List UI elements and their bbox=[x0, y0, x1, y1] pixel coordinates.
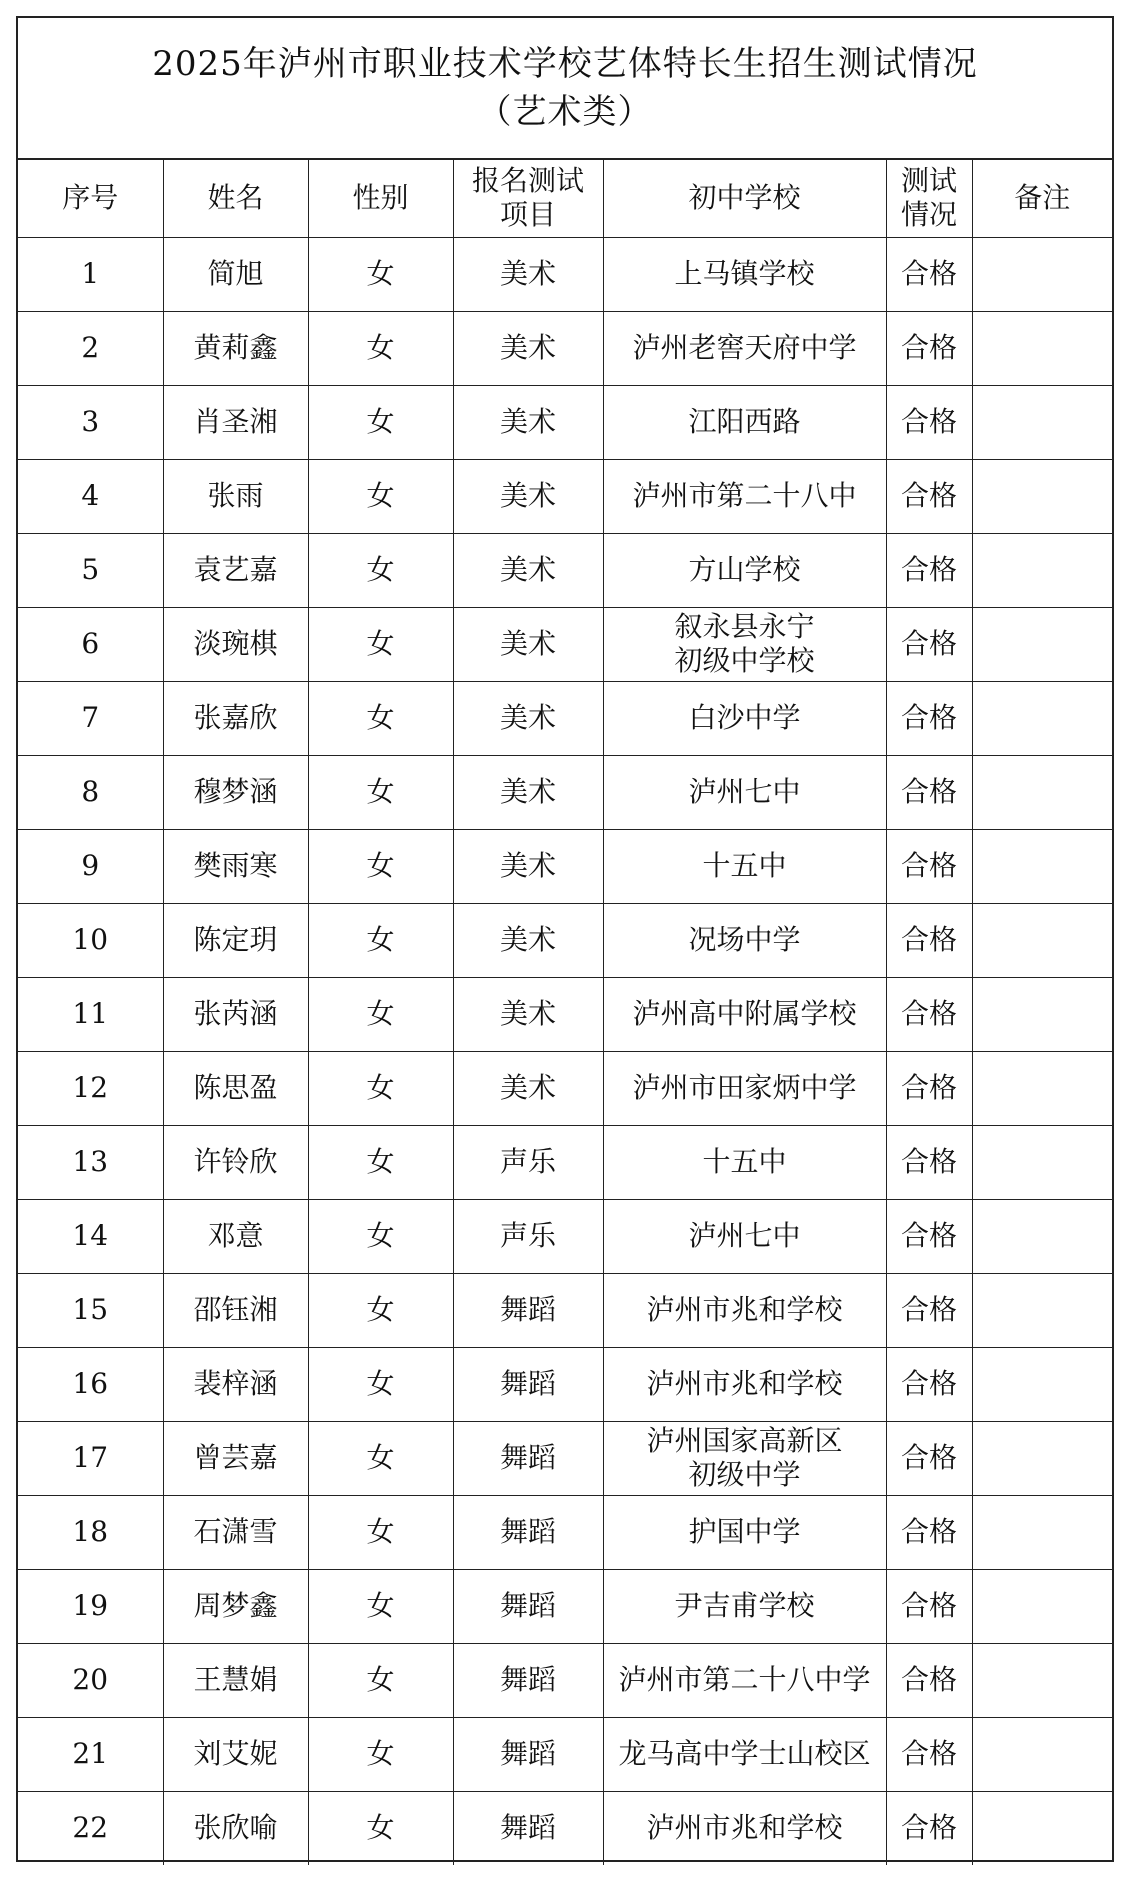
cell-result: 合格 bbox=[886, 1273, 972, 1347]
cell-seq: 8 bbox=[18, 755, 163, 829]
cell-school bbox=[603, 1643, 886, 1717]
cell-item: 美术 bbox=[453, 237, 603, 311]
cell-name: 淡琬棋 bbox=[163, 607, 308, 681]
cell-seq: 12 bbox=[18, 1051, 163, 1125]
document-subtitle: （艺术类） bbox=[477, 92, 653, 132]
cell-school bbox=[603, 681, 886, 755]
cell-result: 合格 bbox=[886, 1199, 972, 1273]
cell-gender: 女 bbox=[308, 829, 453, 903]
table-row bbox=[18, 385, 1112, 459]
cell-note bbox=[972, 1643, 1112, 1717]
table-row bbox=[18, 311, 1112, 385]
school-line: 泸州市第二十八中学 bbox=[618, 1663, 871, 1696]
cell-seq: 17 bbox=[18, 1421, 163, 1495]
cell-gender: 女 bbox=[308, 1791, 453, 1865]
cell-gender: 女 bbox=[308, 903, 453, 977]
table-row bbox=[18, 237, 1112, 311]
cell-school bbox=[603, 755, 886, 829]
school-line: 叙永县永宁 bbox=[674, 610, 815, 643]
cell-seq: 18 bbox=[18, 1495, 163, 1569]
cell-school bbox=[603, 1717, 886, 1791]
cell-result: 合格 bbox=[886, 385, 972, 459]
cell-note bbox=[972, 607, 1112, 681]
school-line: 初级中学 bbox=[688, 1458, 801, 1491]
cell-result: 合格 bbox=[886, 1791, 972, 1865]
cell-school bbox=[603, 1569, 886, 1643]
cell-school bbox=[603, 237, 886, 311]
cell-item: 美术 bbox=[453, 829, 603, 903]
cell-seq: 22 bbox=[18, 1791, 163, 1865]
cell-note bbox=[972, 1717, 1112, 1791]
table-row bbox=[18, 1791, 1112, 1865]
cell-name: 陈思盈 bbox=[163, 1051, 308, 1125]
cell-gender: 女 bbox=[308, 1273, 453, 1347]
cell-item: 美术 bbox=[453, 533, 603, 607]
cell-name: 张芮涵 bbox=[163, 977, 308, 1051]
cell-gender: 女 bbox=[308, 1495, 453, 1569]
cell-seq: 10 bbox=[18, 903, 163, 977]
school-line: 白沙中学 bbox=[688, 701, 801, 734]
cell-gender: 女 bbox=[308, 1199, 453, 1273]
cell-name: 裴梓涵 bbox=[163, 1347, 308, 1421]
cell-note bbox=[972, 237, 1112, 311]
cell-seq: 13 bbox=[18, 1125, 163, 1199]
header-school: 初中学校 bbox=[603, 160, 886, 237]
table-row bbox=[18, 1273, 1112, 1347]
school-line: 泸州市田家炳中学 bbox=[632, 1071, 857, 1104]
cell-name: 肖圣湘 bbox=[163, 385, 308, 459]
cell-school bbox=[603, 1199, 886, 1273]
table-row bbox=[18, 903, 1112, 977]
cell-result: 合格 bbox=[886, 1421, 972, 1495]
cell-school bbox=[603, 385, 886, 459]
cell-item: 美术 bbox=[453, 681, 603, 755]
school-line: 泸州老窖天府中学 bbox=[632, 331, 857, 364]
cell-note bbox=[972, 755, 1112, 829]
cell-note bbox=[972, 1569, 1112, 1643]
cell-school bbox=[603, 459, 886, 533]
cell-note bbox=[972, 1495, 1112, 1569]
cell-gender: 女 bbox=[308, 385, 453, 459]
cell-name: 简旭 bbox=[163, 237, 308, 311]
cell-name: 张雨 bbox=[163, 459, 308, 533]
cell-seq: 15 bbox=[18, 1273, 163, 1347]
cell-result: 合格 bbox=[886, 1569, 972, 1643]
cell-item: 舞蹈 bbox=[453, 1717, 603, 1791]
header-item-line2: 项目 bbox=[499, 198, 556, 232]
cell-gender: 女 bbox=[308, 1717, 453, 1791]
cell-item: 舞蹈 bbox=[453, 1791, 603, 1865]
cell-item: 舞蹈 bbox=[453, 1643, 603, 1717]
header-result-line1: 测试 bbox=[900, 164, 957, 198]
cell-note bbox=[972, 977, 1112, 1051]
school-line: 上马镇学校 bbox=[674, 257, 815, 290]
header-gender: 性别 bbox=[308, 160, 453, 237]
school-line: 泸州市兆和学校 bbox=[646, 1367, 843, 1400]
cell-name: 黄莉鑫 bbox=[163, 311, 308, 385]
cell-seq: 20 bbox=[18, 1643, 163, 1717]
cell-gender: 女 bbox=[308, 607, 453, 681]
cell-gender: 女 bbox=[308, 1125, 453, 1199]
table-row bbox=[18, 1717, 1112, 1791]
cell-note bbox=[972, 533, 1112, 607]
document-title: 2025年泸州市职业技术学校艺体特长生招生测试情况 bbox=[152, 44, 978, 84]
cell-seq: 16 bbox=[18, 1347, 163, 1421]
cell-seq: 11 bbox=[18, 977, 163, 1051]
cell-gender: 女 bbox=[308, 755, 453, 829]
cell-result: 合格 bbox=[886, 755, 972, 829]
cell-result: 合格 bbox=[886, 1717, 972, 1791]
cell-name: 张嘉欣 bbox=[163, 681, 308, 755]
cell-gender: 女 bbox=[308, 459, 453, 533]
title-block bbox=[18, 18, 1112, 160]
cell-school bbox=[603, 977, 886, 1051]
cell-school bbox=[603, 829, 886, 903]
school-line: 况场中学 bbox=[688, 923, 801, 956]
cell-note bbox=[972, 903, 1112, 977]
header-result-line2: 情况 bbox=[900, 198, 957, 232]
cell-item: 美术 bbox=[453, 977, 603, 1051]
table-body bbox=[18, 160, 1112, 1865]
cell-school bbox=[603, 311, 886, 385]
cell-note bbox=[972, 459, 1112, 533]
cell-item: 美术 bbox=[453, 755, 603, 829]
cell-seq: 14 bbox=[18, 1199, 163, 1273]
cell-item: 美术 bbox=[453, 1051, 603, 1125]
table-row bbox=[18, 607, 1112, 681]
cell-result: 合格 bbox=[886, 1495, 972, 1569]
cell-gender: 女 bbox=[308, 311, 453, 385]
cell-name: 穆梦涵 bbox=[163, 755, 308, 829]
cell-gender: 女 bbox=[308, 533, 453, 607]
cell-name: 袁艺嘉 bbox=[163, 533, 308, 607]
school-line: 龙马高中学士山校区 bbox=[618, 1737, 871, 1770]
cell-school bbox=[603, 607, 886, 681]
table-row bbox=[18, 1199, 1112, 1273]
cell-note bbox=[972, 385, 1112, 459]
school-line: 十五中 bbox=[702, 1145, 787, 1178]
cell-name: 曾芸嘉 bbox=[163, 1421, 308, 1495]
cell-school bbox=[603, 1051, 886, 1125]
cell-note bbox=[972, 1051, 1112, 1125]
cell-result: 合格 bbox=[886, 977, 972, 1051]
cell-result: 合格 bbox=[886, 829, 972, 903]
school-line: 尹吉甫学校 bbox=[674, 1589, 815, 1622]
cell-name: 许铃欣 bbox=[163, 1125, 308, 1199]
cell-gender: 女 bbox=[308, 681, 453, 755]
cell-school bbox=[603, 1125, 886, 1199]
cell-seq: 21 bbox=[18, 1717, 163, 1791]
table-row bbox=[18, 1495, 1112, 1569]
table-row bbox=[18, 1347, 1112, 1421]
cell-result: 合格 bbox=[886, 903, 972, 977]
cell-name: 周梦鑫 bbox=[163, 1569, 308, 1643]
cell-seq: 5 bbox=[18, 533, 163, 607]
cell-gender: 女 bbox=[308, 237, 453, 311]
table-row bbox=[18, 1569, 1112, 1643]
cell-result: 合格 bbox=[886, 311, 972, 385]
cell-item: 美术 bbox=[453, 385, 603, 459]
cell-gender: 女 bbox=[308, 1051, 453, 1125]
cell-item: 舞蹈 bbox=[453, 1421, 603, 1495]
school-line: 泸州七中 bbox=[688, 1219, 801, 1252]
cell-note bbox=[972, 1199, 1112, 1273]
table-row bbox=[18, 1125, 1112, 1199]
cell-school bbox=[603, 533, 886, 607]
cell-item: 舞蹈 bbox=[453, 1347, 603, 1421]
table-row bbox=[18, 1643, 1112, 1717]
cell-item: 美术 bbox=[453, 903, 603, 977]
table-row bbox=[18, 755, 1112, 829]
cell-name: 陈定玥 bbox=[163, 903, 308, 977]
cell-item: 声乐 bbox=[453, 1125, 603, 1199]
cell-result: 合格 bbox=[886, 1643, 972, 1717]
school-line: 泸州高中附属学校 bbox=[632, 997, 857, 1030]
school-line: 泸州市兆和学校 bbox=[646, 1293, 843, 1326]
cell-gender: 女 bbox=[308, 1643, 453, 1717]
cell-seq: 2 bbox=[18, 311, 163, 385]
cell-seq: 19 bbox=[18, 1569, 163, 1643]
cell-result: 合格 bbox=[886, 1051, 972, 1125]
cell-name: 邵钰湘 bbox=[163, 1273, 308, 1347]
cell-result: 合格 bbox=[886, 1347, 972, 1421]
cell-school bbox=[603, 903, 886, 977]
table-row bbox=[18, 681, 1112, 755]
header-item-line1: 报名测试 bbox=[471, 164, 584, 198]
school-line: 泸州国家高新区 bbox=[646, 1424, 843, 1457]
cell-note bbox=[972, 1125, 1112, 1199]
cell-item: 舞蹈 bbox=[453, 1569, 603, 1643]
table-row bbox=[18, 977, 1112, 1051]
cell-result: 合格 bbox=[886, 607, 972, 681]
table-row bbox=[18, 1421, 1112, 1495]
school-line: 泸州七中 bbox=[688, 775, 801, 808]
header-seq: 序号 bbox=[18, 160, 163, 237]
cell-school bbox=[603, 1421, 886, 1495]
cell-school bbox=[603, 1495, 886, 1569]
cell-note bbox=[972, 311, 1112, 385]
cell-result: 合格 bbox=[886, 1125, 972, 1199]
table-row bbox=[18, 1051, 1112, 1125]
results-table bbox=[18, 160, 1112, 1865]
cell-name: 樊雨寒 bbox=[163, 829, 308, 903]
cell-school bbox=[603, 1347, 886, 1421]
table-row bbox=[18, 829, 1112, 903]
cell-note bbox=[972, 1273, 1112, 1347]
cell-note bbox=[972, 829, 1112, 903]
cell-note bbox=[972, 1347, 1112, 1421]
cell-item: 美术 bbox=[453, 459, 603, 533]
school-line: 泸州市兆和学校 bbox=[646, 1811, 843, 1845]
cell-name: 张欣喻 bbox=[163, 1791, 308, 1865]
cell-note bbox=[972, 681, 1112, 755]
table-row bbox=[18, 459, 1112, 533]
cell-seq: 1 bbox=[18, 237, 163, 311]
cell-result: 合格 bbox=[886, 237, 972, 311]
cell-result: 合格 bbox=[886, 459, 972, 533]
school-line: 江阳西路 bbox=[688, 405, 801, 438]
cell-name: 邓意 bbox=[163, 1199, 308, 1273]
header-note: 备注 bbox=[972, 160, 1112, 237]
cell-result: 合格 bbox=[886, 533, 972, 607]
cell-gender: 女 bbox=[308, 1347, 453, 1421]
cell-gender: 女 bbox=[308, 1421, 453, 1495]
school-line: 初级中学校 bbox=[674, 644, 815, 677]
cell-seq: 4 bbox=[18, 459, 163, 533]
cell-school bbox=[603, 1273, 886, 1347]
cell-seq: 6 bbox=[18, 607, 163, 681]
cell-item: 声乐 bbox=[453, 1199, 603, 1273]
header-name: 姓名 bbox=[163, 160, 308, 237]
table-row bbox=[18, 533, 1112, 607]
cell-gender: 女 bbox=[308, 977, 453, 1051]
cell-seq: 3 bbox=[18, 385, 163, 459]
header-row bbox=[18, 160, 1112, 237]
cell-item: 舞蹈 bbox=[453, 1495, 603, 1569]
header-item bbox=[453, 160, 603, 237]
cell-item: 舞蹈 bbox=[453, 1273, 603, 1347]
cell-item: 美术 bbox=[453, 311, 603, 385]
cell-seq: 7 bbox=[18, 681, 163, 755]
cell-note bbox=[972, 1421, 1112, 1495]
school-line: 十五中 bbox=[702, 849, 787, 882]
school-line: 方山学校 bbox=[688, 553, 801, 586]
school-line: 泸州市第二十八中 bbox=[632, 479, 857, 512]
cell-name: 石潇雪 bbox=[163, 1495, 308, 1569]
school-line: 护国中学 bbox=[688, 1515, 801, 1548]
cell-gender: 女 bbox=[308, 1569, 453, 1643]
cell-seq: 9 bbox=[18, 829, 163, 903]
header-result bbox=[886, 160, 972, 237]
cell-name: 刘艾妮 bbox=[163, 1717, 308, 1791]
cell-school bbox=[603, 1791, 886, 1865]
cell-note bbox=[972, 1791, 1112, 1865]
results-sheet bbox=[16, 16, 1114, 1862]
cell-result: 合格 bbox=[886, 681, 972, 755]
cell-item: 美术 bbox=[453, 607, 603, 681]
cell-name: 王慧娟 bbox=[163, 1643, 308, 1717]
